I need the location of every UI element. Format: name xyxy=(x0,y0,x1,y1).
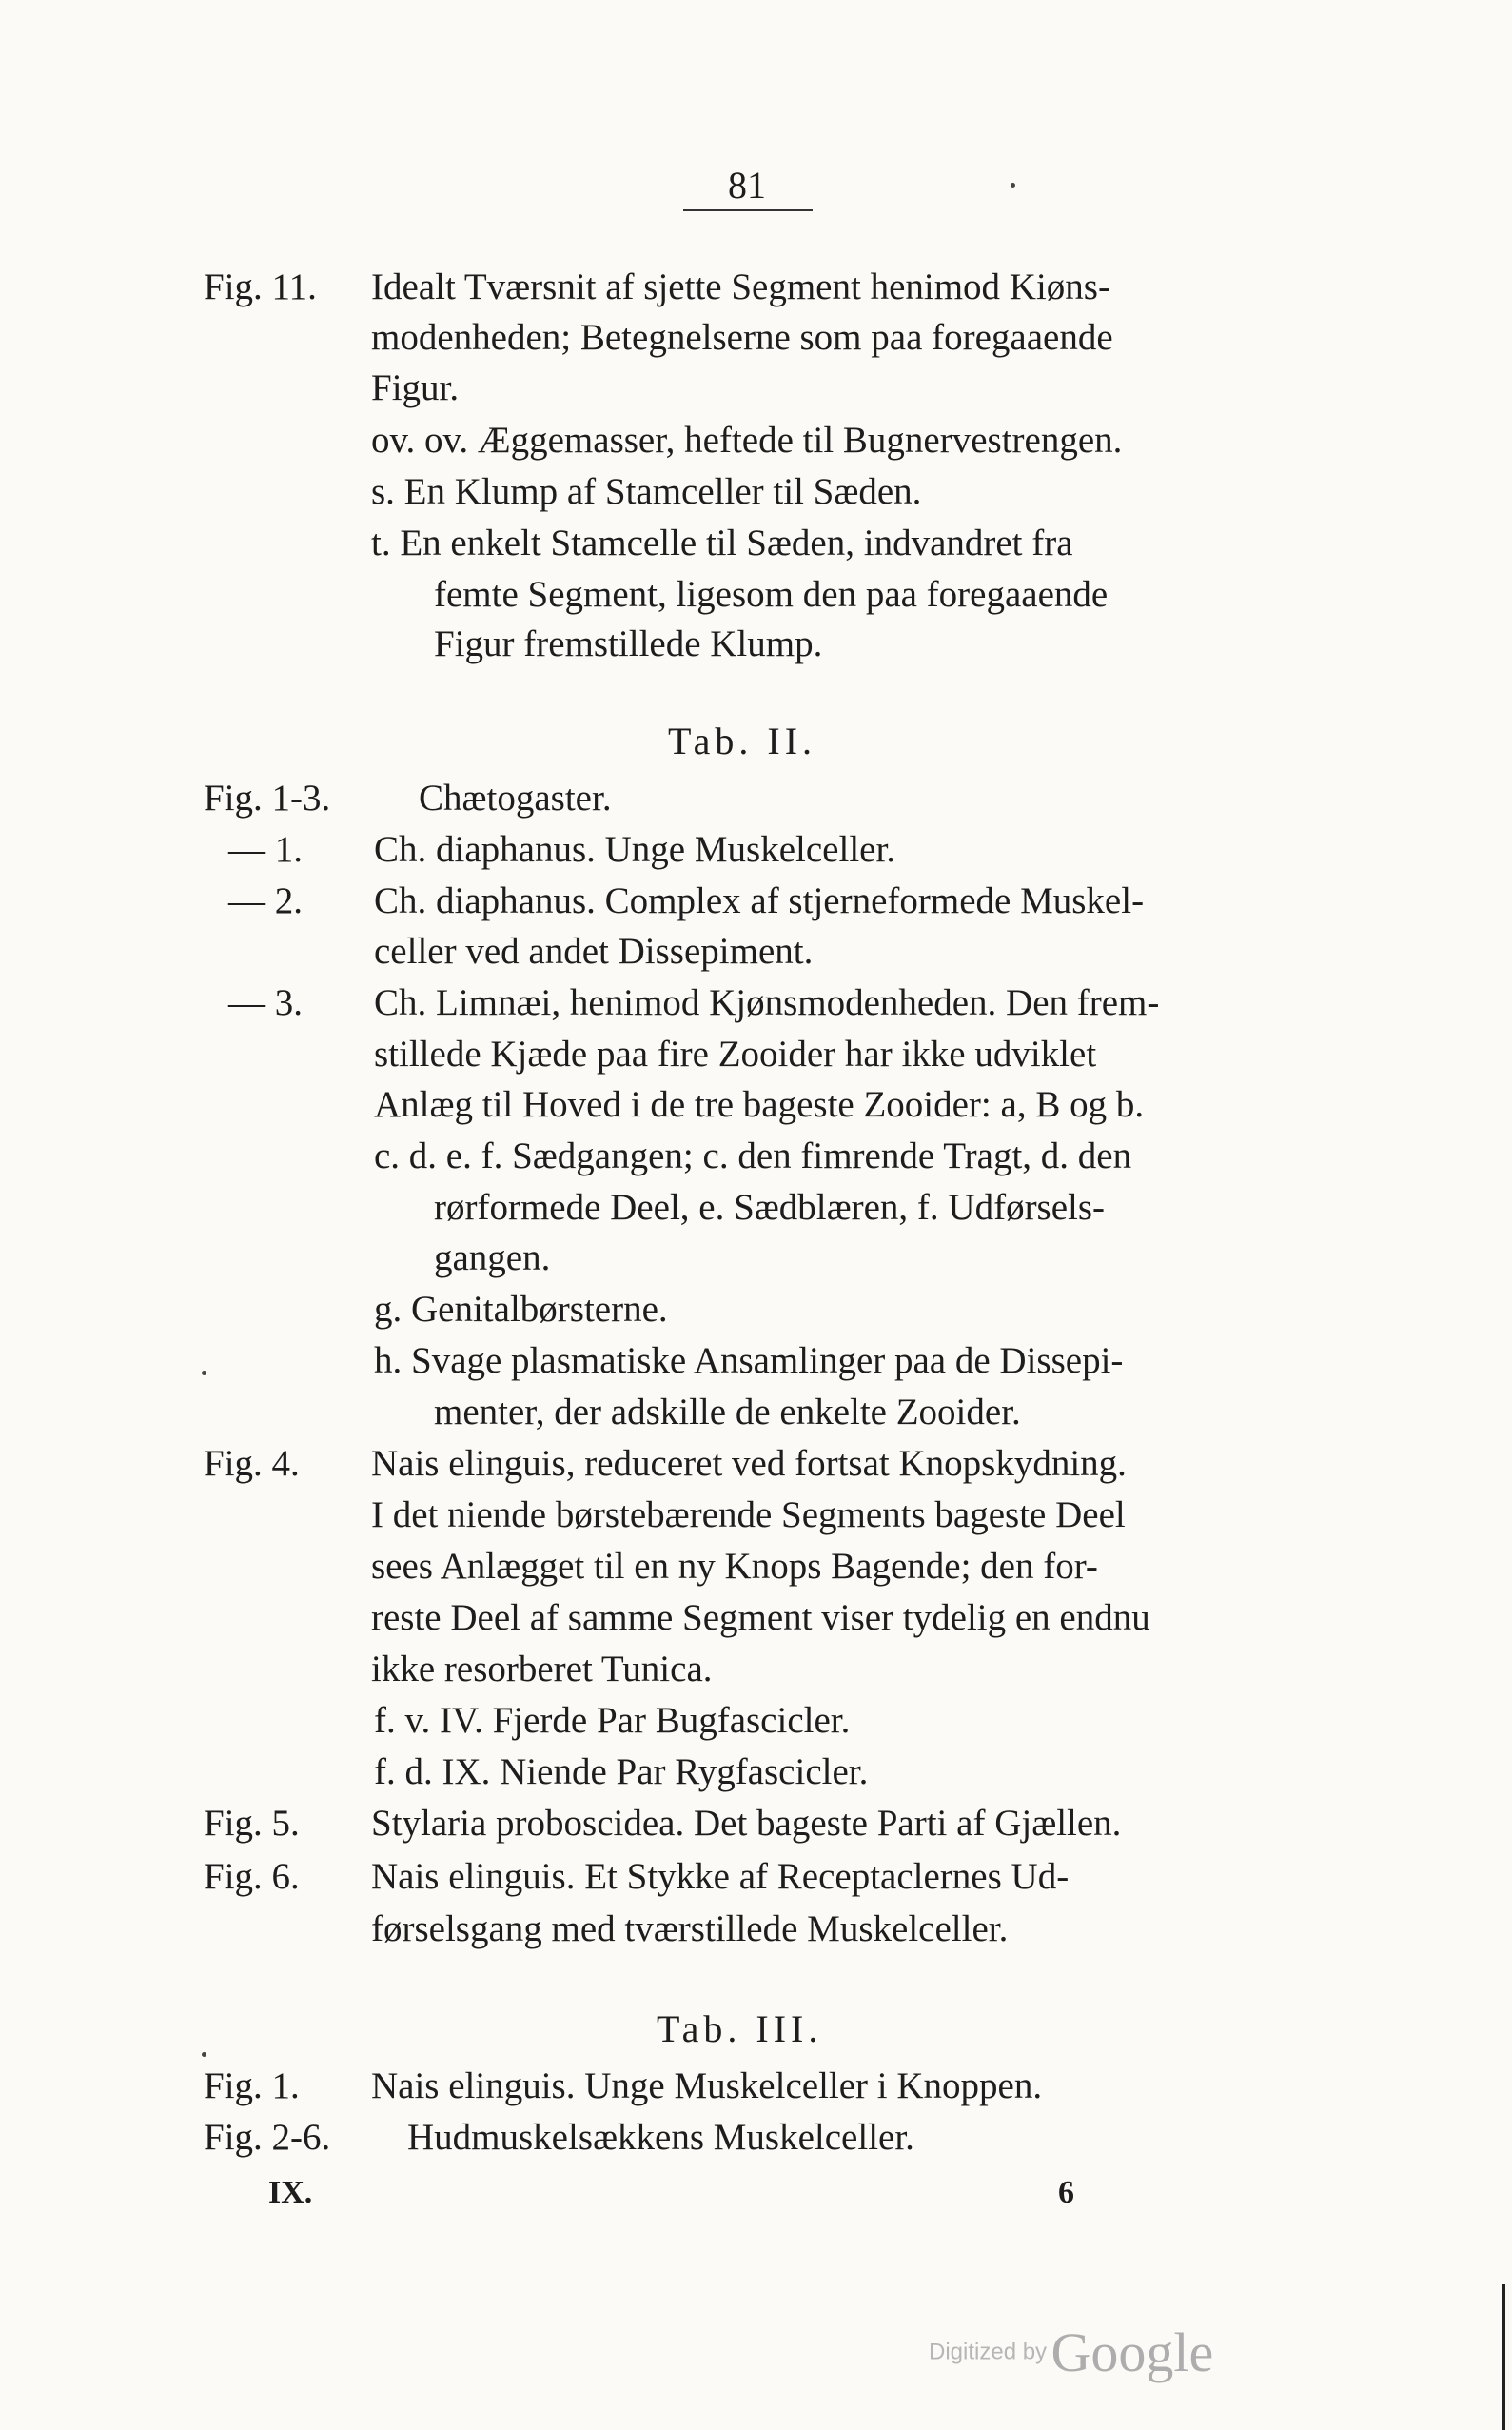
text-line: c. d. e. f. Sædgangen; c. den fimrende Tragt, d. den xyxy=(374,1136,1132,1176)
speck xyxy=(202,1371,206,1375)
text-line: rørformede Deel, e. Sædblæren, f. Udførsels- xyxy=(434,1187,1106,1228)
signature-mark-right: 6 xyxy=(1058,2175,1074,2210)
text-line: ikke resorberet Tunica. xyxy=(371,1649,713,1689)
signature-mark-left: IX. xyxy=(268,2175,313,2210)
text-line: h. Svage plasmatiske Ansamlinger paa de Dissepi- xyxy=(374,1340,1124,1381)
text-line: stillede Kjæde paa fire Zooider har ikke udviklet xyxy=(374,1034,1097,1075)
figure-label: — 3. xyxy=(228,982,303,1023)
page-edge-shadow xyxy=(1502,2284,1505,2430)
text-line: Hudmuskelsækkens Muskelceller. xyxy=(407,2117,914,2158)
figure-label: Fig. 5. xyxy=(204,1803,300,1844)
text-line: Nais elinguis. Et Stykke af Receptaclernes Ud- xyxy=(371,1856,1070,1897)
watermark-prefix: Digitized by xyxy=(929,2339,1048,2365)
figure-label: Fig. 11. xyxy=(204,267,317,307)
text-line: femte Segment, ligesom den paa foregaaende xyxy=(434,574,1109,615)
text-line: celler ved andet Dissepiment. xyxy=(374,931,814,972)
figure-label: Fig. 1. xyxy=(204,2065,300,2106)
figure-label: Fig. 2-6. xyxy=(204,2117,331,2158)
text-line: f. d. IX. Niende Par Rygfascicler. xyxy=(374,1751,869,1792)
text-line: t. En enkelt Stamcelle til Sæden, indvandret fra xyxy=(371,523,1073,563)
text-line: modenheden; Betegnelserne som paa foregaaende xyxy=(371,317,1113,358)
text-line: s. En Klump af Stamceller til Sæden. xyxy=(371,471,922,512)
page-number-rule xyxy=(683,209,813,211)
text-line: Anlæg til Hoved i de tre bageste Zooider: a, B og b. xyxy=(374,1084,1145,1125)
text-line: Figur. xyxy=(371,367,460,408)
page-number: 81 xyxy=(728,164,766,207)
digitized-watermark xyxy=(929,2321,1213,2384)
text-line: f. v. IV. Fjerde Par Bugfascicler. xyxy=(374,1700,851,1741)
text-line: Chætogaster. xyxy=(419,778,612,819)
text-line: Idealt Tværsnit af sjette Segment henimod Kiøns- xyxy=(371,267,1110,307)
plate-heading: Tab. III. xyxy=(657,2007,823,2050)
figure-label: — 1. xyxy=(228,829,303,870)
figure-label: Fig. 4. xyxy=(204,1443,300,1484)
text-line: førselsgang med tværstillede Muskelceller. xyxy=(371,1908,1009,1949)
text-line: Nais elinguis, reduceret ved fortsat Knopskydning. xyxy=(371,1443,1127,1484)
speck xyxy=(1011,183,1015,188)
watermark-logo: Google xyxy=(1051,2321,1214,2383)
text-line: menter, der adskille de enkelte Zooider. xyxy=(434,1392,1021,1432)
figure-label: Fig. 6. xyxy=(204,1856,300,1897)
text-line: Ch. Limnæi, henimod Kjønsmodenheden. Den frem- xyxy=(374,982,1160,1023)
figure-label: — 2. xyxy=(228,880,303,921)
text-line: Stylaria proboscidea. Det bageste Parti af Gjællen. xyxy=(371,1803,1122,1844)
text-line: reste Deel af samme Segment viser tydelig en endnu xyxy=(371,1597,1150,1638)
text-line: Nais elinguis. Unge Muskelceller i Knoppen. xyxy=(371,2065,1043,2106)
text-line: sees Anlægget til en ny Knops Bagende; den for- xyxy=(371,1546,1098,1587)
text-line: Figur fremstillede Klump. xyxy=(434,623,823,664)
text-line: I det niende børstebærende Segments bageste Deel xyxy=(371,1494,1126,1535)
text-line: Ch. diaphanus. Unge Muskelceller. xyxy=(374,829,896,870)
speck xyxy=(202,2052,206,2057)
text-line: g. Genitalbørsterne. xyxy=(374,1289,668,1330)
text-line: ov. ov. Æggemasser, heftede til Bugnervestrengen. xyxy=(371,420,1123,461)
plate-heading: Tab. II. xyxy=(668,720,817,762)
text-line: Ch. diaphanus. Complex af stjerneformede Muskel- xyxy=(374,880,1145,921)
text-line: gangen. xyxy=(434,1237,551,1278)
figure-label: Fig. 1-3. xyxy=(204,778,331,819)
